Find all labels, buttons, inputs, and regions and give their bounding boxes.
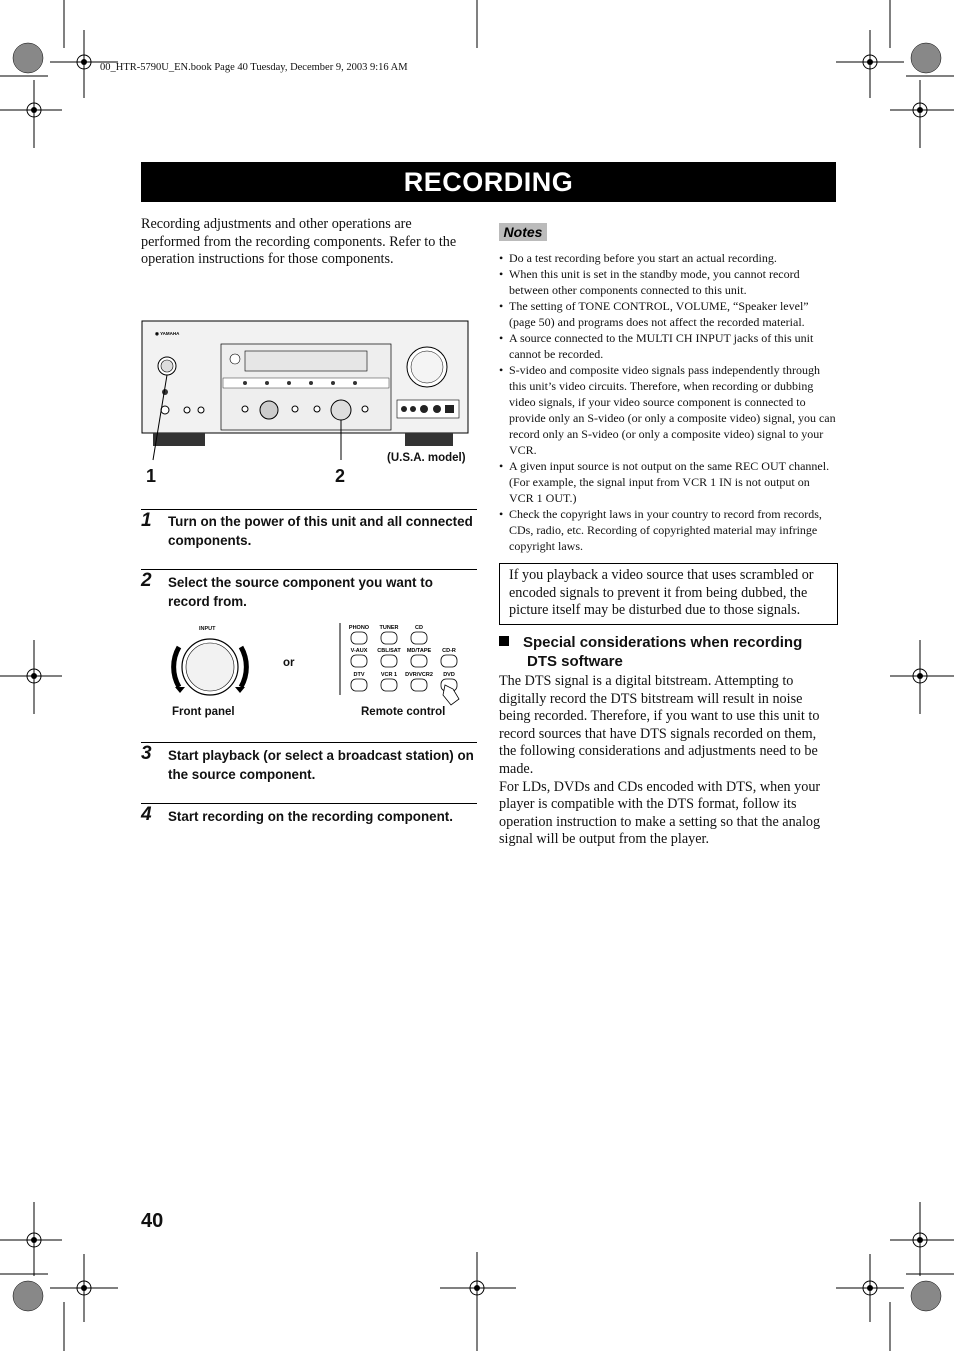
model-label: (U.S.A. model) — [387, 452, 466, 464]
notes-list — [499, 250, 837, 554]
warning-box: If you playback a video source that uses scrambled or encoded signals to prevent it from being dubbed, the picture itself may be disturbed due to those signals. — [499, 563, 838, 625]
remote-control-label: Remote control — [361, 706, 446, 718]
input-selector-knob — [331, 400, 351, 420]
note-item: • A source connected to the MULTI CH INPUT jacks of this unit cannot be recorded. — [499, 330, 837, 362]
step-number: 2 — [141, 570, 152, 591]
note-item: • Do a test recording before you start an actual recording. — [499, 250, 837, 266]
section-paragraph: The DTS signal is a digital bitstream. Attempting to digitally record the DTS bitstream will result in noise being recorded. Therefore, if you want to use this unit to record sources that have DTS signals recorded on them, the following considerations and adjustments need to be made. — [499, 673, 820, 777]
callout-1: 1 — [146, 466, 157, 486]
step-divider — [141, 509, 477, 510]
callout-2: 2 — [335, 466, 346, 486]
remote-btn-label: PHONO — [348, 625, 370, 631]
step-divider — [141, 803, 477, 804]
remote-btn-label: DVD — [443, 672, 455, 678]
note-item: • S-video and composite video signals pass independently through this unit’s video circuits. Therefore, when recording or dubbing video signals, if your video source component is connected to provide only an S-video (or only a composite video) signal, you can record only an S-video (or only a composite video) signal to your VCR. — [499, 362, 837, 458]
remote-btn-label: V-AUX — [350, 648, 368, 654]
remote-btn-label: CBL/SAT — [377, 648, 401, 654]
remote-btn-label: CD — [415, 625, 423, 631]
step-number: 1 — [141, 510, 152, 531]
section-paragraph: For LDs, DVDs and CDs encoded with DTS, when your player is compatible with the DTS format, follow its operation instruction to make a setting so that the analog signal will be output from the player. — [499, 778, 821, 848]
or-label: or — [283, 657, 295, 669]
input-knob-illustration — [165, 627, 255, 707]
note-item: • A given input source is not output on the same REC OUT channel. (For example, the signal input from VCR 1 IN is not output on VCR 1 OUT.) — [499, 458, 837, 506]
page-title: RECORDING — [141, 162, 836, 202]
note-item: • Check the copyright laws in your country to record from records, CDs, radio, etc. Recording of copyrighted material may infringe copyright laws. — [499, 506, 837, 554]
remote-btn-label: VCR 1 — [380, 672, 398, 678]
note-item: • The setting of TONE CONTROL, VOLUME, “Speaker level” (page 50) and programs does not affect the recorded material. — [499, 298, 837, 330]
step-3-text: Start playback (or select a broadcast station) on the source component. — [168, 748, 474, 782]
step-number: 3 — [141, 743, 152, 764]
receiver-front-panel-illustration — [141, 320, 471, 450]
remote-btn-label: MD/TAPE — [406, 648, 432, 654]
notes-label: Notes — [499, 223, 547, 241]
intro-paragraph: Recording adjustments and other operations are performed from the recording components. Refer to the operation instructions for those components. — [141, 216, 457, 268]
input-knob-label: INPUT — [199, 626, 216, 632]
remote-btn-label: TUNER — [379, 625, 399, 631]
front-panel-label: Front panel — [172, 706, 235, 718]
section-body — [499, 673, 837, 849]
note-item: • When this unit is set in the standby mode, you cannot record between other components connected to this unit. — [499, 266, 837, 298]
remote-btn-label: DTV — [353, 672, 365, 678]
remote-btn-label: DVR/VCR2 — [405, 672, 433, 678]
step-4-text: Start recording on the recording component. — [168, 809, 453, 824]
page-number: 40 — [141, 1210, 164, 1232]
print-header: 00_HTR-5790U_EN.book Page 40 Tuesday, December 9, 2003 9:16 AM — [100, 62, 408, 73]
remote-control-buttons-illustration — [339, 623, 479, 703]
square-bullet-icon — [499, 636, 509, 646]
brand-logo: ◉ YAMAHA — [155, 331, 180, 336]
step-2-text: Select the source component you want to record from. — [168, 575, 433, 609]
section-heading — [499, 633, 839, 671]
step-divider — [141, 742, 477, 743]
step-1-text: Turn on the power of this unit and all connected components. — [168, 514, 473, 548]
step-divider — [141, 569, 477, 570]
step-number: 4 — [141, 804, 152, 825]
remote-btn-label: CD-R — [442, 648, 456, 654]
section-heading-line2: DTS software — [527, 653, 623, 670]
section-heading-line1: Special considerations when recording — [523, 634, 803, 651]
